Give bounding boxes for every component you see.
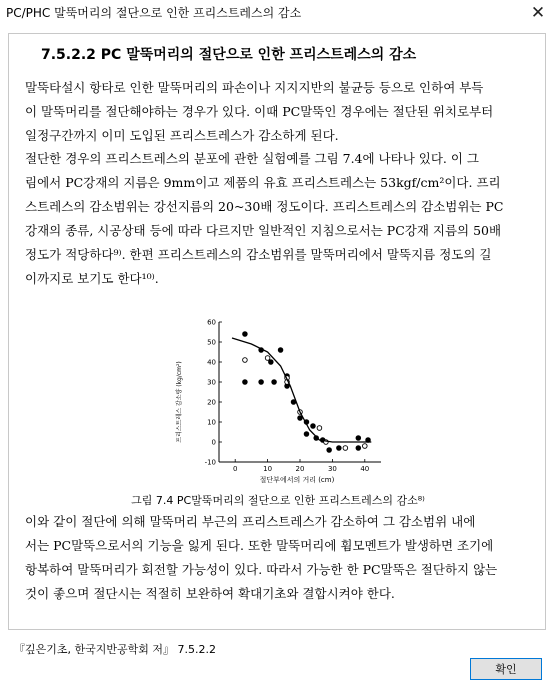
paragraph-line: 이와 같이 절단에 의해 말뚝머리 부근의 프리스트레스가 감소하여 그 감소범위 내에 bbox=[25, 514, 476, 529]
data-point-filled bbox=[272, 380, 277, 385]
paragraph-line: 말뚝타설시 항타로 인한 말뚝머리의 파손이나 지지지반의 불균등 등으로 인하여 부득 bbox=[25, 80, 484, 95]
y-tick-label: -10 bbox=[204, 458, 216, 467]
paragraph-line: 림에서 PC강재의 지름은 9mm이고 제품의 유효 프리스트레스는 53kgf/cm²이다. 프리 bbox=[25, 175, 501, 190]
data-point-filled bbox=[269, 360, 274, 365]
data-point-open bbox=[363, 444, 368, 449]
data-point-filled bbox=[311, 424, 316, 429]
paragraph-2 bbox=[25, 147, 535, 291]
data-point-filled bbox=[243, 380, 248, 385]
data-point-filled bbox=[356, 436, 361, 441]
y-tick-label: 40 bbox=[207, 358, 216, 367]
paragraph-line: 이까지로 보기도 한다¹⁰⁾. bbox=[25, 271, 159, 286]
paragraph-line: 스트레스의 감소범위는 강선지름의 20~30배 정도이다. 프리스트레스의 감소범위는 PC bbox=[25, 199, 504, 214]
title-bar bbox=[0, 0, 554, 26]
y-tick-label: 30 bbox=[207, 378, 216, 387]
data-point-filled bbox=[298, 416, 303, 421]
prestress-chart bbox=[169, 314, 389, 486]
window-title: PC/PHC 말뚝머리의 절단으로 인한 프리스트레스의 감소 bbox=[6, 6, 302, 20]
data-point-filled bbox=[327, 448, 332, 453]
x-tick-label: 10 bbox=[263, 465, 273, 473]
data-point-filled bbox=[278, 348, 283, 353]
source-citation: 『깊은기초, 한국지반공학회 저』 7.5.2.2 bbox=[14, 643, 216, 656]
x-axis-label: 절단부에서의 거리 (cm) bbox=[259, 476, 335, 484]
data-point-filled bbox=[337, 446, 342, 451]
chart-marks bbox=[232, 332, 371, 453]
y-tick-label: 50 bbox=[207, 338, 216, 347]
paragraph-line: 강재의 종류, 시공상태 등에 따라 다르지만 일반적인 지침으로서는 PC강재 지름의 50배 bbox=[25, 223, 502, 238]
y-tick-label: 60 bbox=[207, 318, 216, 327]
document-panel[interactable] bbox=[8, 33, 546, 630]
data-point-open bbox=[317, 426, 322, 431]
y-axis-label: 프리스트레스 감소량 (kg/cm²) bbox=[176, 361, 183, 443]
trend-curve bbox=[232, 338, 371, 442]
paragraph-line: 서는 PC말뚝으로서의 기능을 잃게 된다. 또한 말뚝머리에 휨모멘트가 발생하면 조기에 bbox=[25, 538, 494, 553]
paragraph-line: 절단한 경우의 프리스트레스의 분포에 관한 실험예를 그림 7.4에 나타나 있다. 이 그 bbox=[25, 151, 479, 166]
x-tick-label: 30 bbox=[327, 465, 337, 473]
paragraph-line: 정도가 적당하다⁹⁾. 한편 프리스트레스의 감소범위를 말뚝머리에서 말뚝지름 정도의 길 bbox=[25, 247, 492, 262]
ok-button[interactable]: 확인 bbox=[470, 658, 542, 680]
data-point-open bbox=[243, 358, 248, 363]
figure-caption: 그림 7.4 PC말뚝머리의 절단으로 인한 프리스트레스의 감소⁸⁾ bbox=[131, 494, 425, 507]
paragraph-3 bbox=[25, 510, 535, 606]
data-point-filled bbox=[243, 332, 248, 337]
x-tick-label: 40 bbox=[360, 465, 370, 473]
y-tick-label: 0 bbox=[211, 438, 216, 447]
paragraph-line: 일정구간까지 이미 도입된 프리스트레스가 감소하게 된다. bbox=[25, 128, 339, 143]
document-page bbox=[9, 34, 546, 630]
data-point-filled bbox=[356, 446, 361, 451]
data-point-filled bbox=[304, 432, 309, 437]
data-point-open bbox=[343, 446, 348, 451]
data-point-filled bbox=[259, 380, 264, 385]
data-point-open bbox=[265, 356, 270, 361]
y-tick-label: 20 bbox=[207, 398, 216, 407]
section-title: 7.5.2.2 PC 말뚝머리의 절단으로 인한 프리스트레스의 감소 bbox=[41, 47, 417, 63]
chart-axes bbox=[205, 319, 381, 474]
x-tick-label: 0 bbox=[232, 465, 238, 473]
x-tick-label: 20 bbox=[295, 465, 305, 473]
paragraph-line: 것이 좋으며 절단시는 적절히 보완하여 확대기초와 결합시켜야 한다. bbox=[25, 586, 395, 601]
paragraph-line: 이 말뚝머리를 절단해야하는 경우가 있다. 이때 PC말뚝인 경우에는 절단된 위치로부터 bbox=[25, 104, 494, 119]
paragraph-line: 항복하여 말뚝머리가 회전할 가능성이 있다. 따라서 가능한 한 PC말뚝은 절단하지 않는 bbox=[25, 562, 498, 577]
paragraph-1 bbox=[25, 76, 535, 148]
y-tick-label: 10 bbox=[207, 418, 216, 427]
close-icon[interactable]: ✕ bbox=[530, 3, 546, 23]
